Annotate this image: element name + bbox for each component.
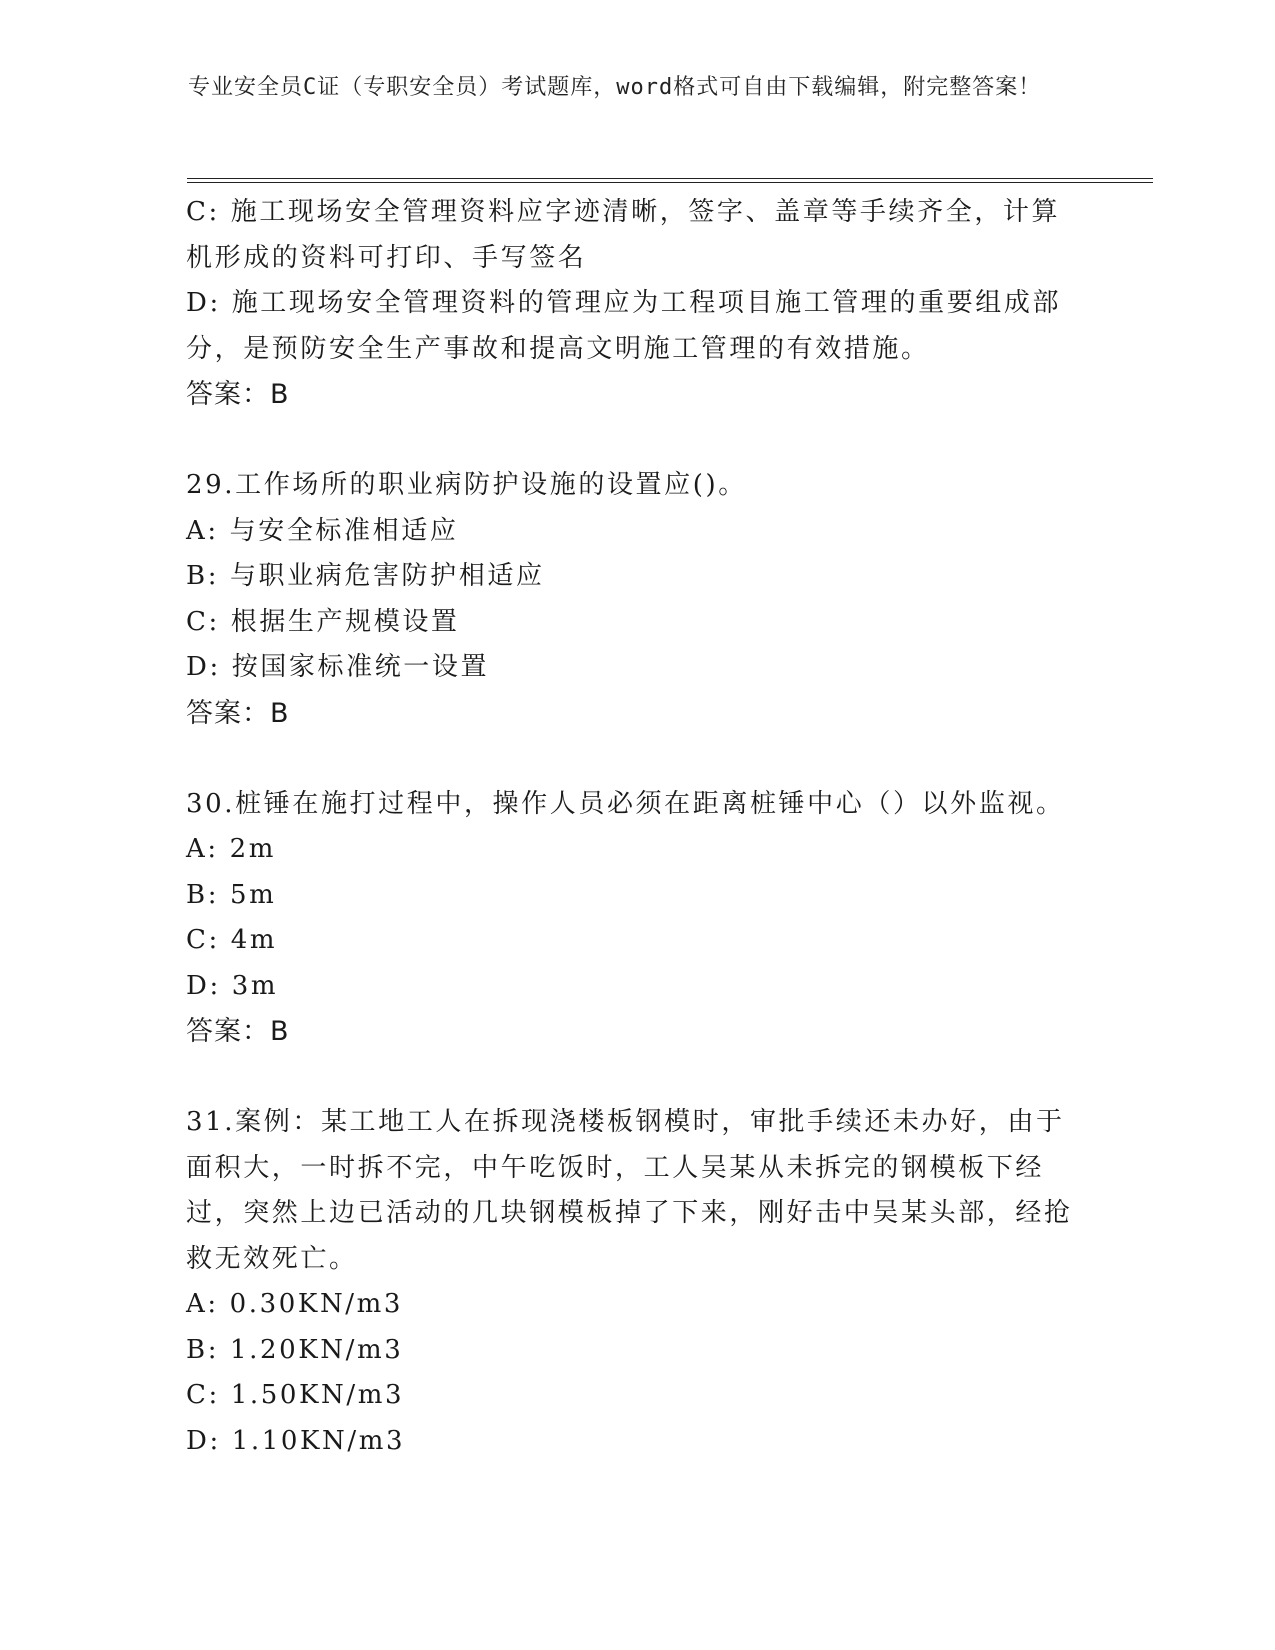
option-b: B: 5m bbox=[186, 879, 277, 910]
option-a: A: 2m bbox=[186, 834, 277, 864]
option-d: D: 3m bbox=[186, 970, 279, 1001]
question-stem: 31.案例：某工地工人在拆现浇楼板钢模时，审批手续还未办好，由于面积大，一时拆不完，中午吃饭时，工人吴某从未拆完的钢模板下经过，突然上边已活动的几块钢模板掉了下来，刚好击中吴某头部，经抢救无效死亡。 bbox=[186, 1107, 1073, 1274]
option-c: C: 1.50KN/m3 bbox=[186, 1380, 405, 1410]
option-d: D: 施工现场安全管理资料的管理应为工程项目施工管理的重要组成部分，是预防安全生产事故和提高文明施工管理的有效措施。 bbox=[186, 288, 1062, 364]
option-b: B: 1.20KN/m3 bbox=[186, 1334, 404, 1365]
option-a: A: 0.30KN/m3 bbox=[186, 1289, 404, 1319]
question-stem: 30.桩锤在施打过程中，操作人员必须在距离桩锤中心（）以外监视。 bbox=[186, 788, 1065, 819]
header-rule-thin bbox=[187, 182, 1153, 183]
option-a: A: 与安全标准相适应 bbox=[186, 515, 459, 546]
question-stem: 29.工作场所的职业病防护设施的设置应()。 bbox=[186, 470, 747, 500]
option-c: C: 施工现场安全管理资料应字迹清晰，签字、盖章等手续齐全，计算机形成的资料可打印、手写签名 bbox=[186, 197, 1061, 273]
option-b: B: 与职业病危害防护相适应 bbox=[186, 561, 545, 591]
option-d: D: 1.10KN/m3 bbox=[186, 1425, 406, 1456]
answer-line: 答案：B bbox=[186, 379, 290, 410]
option-c: C: 4m bbox=[186, 925, 278, 955]
header-rule-thick bbox=[187, 178, 1153, 179]
answer-line: 答案：B bbox=[186, 697, 290, 729]
option-c: C: 根据生产规模设置 bbox=[186, 606, 460, 637]
question-content bbox=[186, 190, 1086, 1464]
option-d: D: 按国家标准统一设置 bbox=[186, 652, 490, 682]
document-header: 专业安全员C证（专职安全员）考试题库，word格式可自由下载编辑，附完整答案！ bbox=[188, 75, 1042, 100]
answer-line: 答案：B bbox=[186, 1016, 290, 1047]
